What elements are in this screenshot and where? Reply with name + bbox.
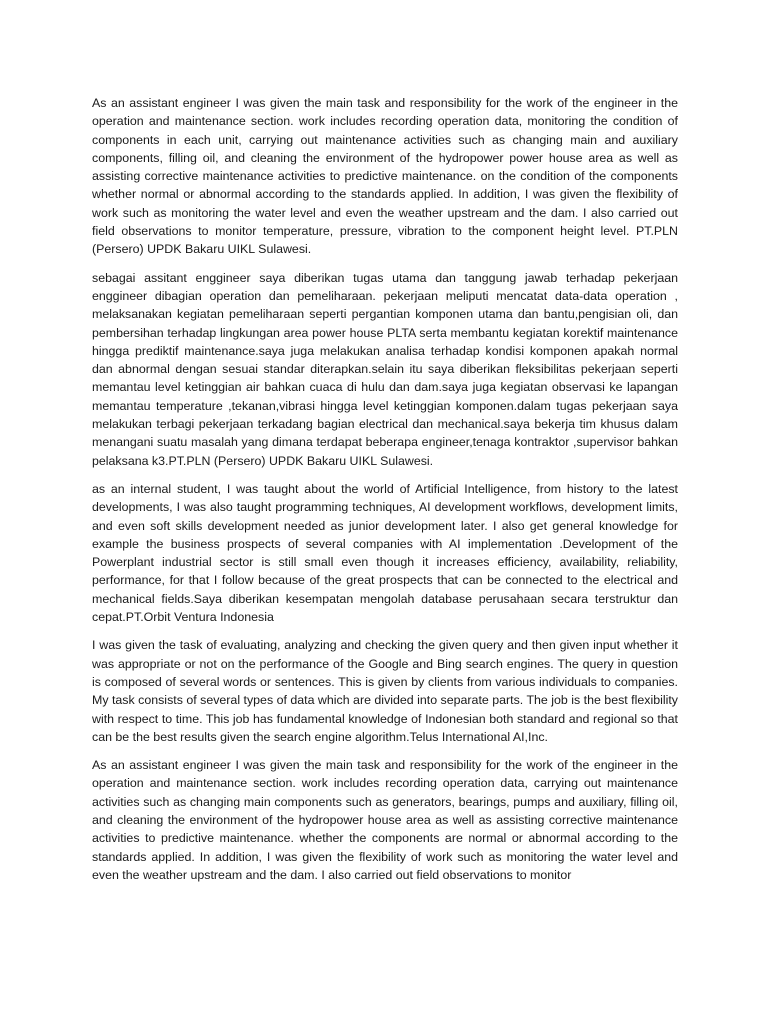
paragraph-assistant-engineer-repeat: As an assistant engineer I was given the main task and responsibility for the work of the engineer in the operation and maintenance section. work includes recording operation data, carrying out maintenance activities such as changing main components such as generators, bearings, pumps and auxiliary, filling oil, and cleaning the environment of the hydropower house area as well as assisting corrective maintenance activities to predictive maintenance. whether the components are normal or abnormal according to the standards applied. In addition, I was given the flexibility of work such as monitoring the water level and even the weather upstream and the dam. I also carried out field observations to monitor	[92, 758, 678, 882]
paragraph-pln-operation-indonesian: sebagai assitant enggineer saya diberikan tugas utama dan tanggung jawab terhadap pekerjaan enggineer dibagian operation dan pemeliharaan. pekerjaan meliputi mencatat data-data operation , melaksanakan kegiatan pemeliharaan seperti pergantian komponen utama dan bantu,pengisian oli, dan pembersihan terhadap lingkungan area power house PLTA serta membantu kegiatan korektif maintenance hingga prediktif maintenance.saya juga melakukan analisa terhadap kondisi komponen apakah normal dan abnormal dengan sesuai standar diterapkan.selain itu saya diberikan fleksibilitas pekerjaan seperti memantau level ketinggian air bahkan cuaca di hulu dan dam.saya juga kegiatan observasi ke lapangan memantau temperature ,tekanan,vibrasi hingga level ketinggian komponen.dalam tugas pekerjaan saya melakukan terbagi pekerjaan terkadang bagian electrical dan mechanical.saya bekerja tim khusus dalam menangani suatu masalah yang dimana terdapat beberapa engineer,tenaga kontraktor ,supervisor bahkan pelaksana k3.PT.PLN (Persero) UPDK Bakaru UIKL Sulawesi.	[92, 270, 678, 468]
paragraph-telus-international: I was given the task of evaluating, analyzing and checking the given query and then given input whether it was appropriate or not on the performance of the Google and Bing search engines. The query in question is composed of several words or sentences. This is given by clients from various individuals to companies. My task consists of several types of data which are divided into separate parts. The job is the best flexibility with respect to time. This job has fundamental knowledge of Indonesian both standard and regional so that can be the best results given the search engine algorithm.Telus International AI,Inc.	[92, 638, 678, 744]
paragraph-pln-operation-english: As an assistant engineer I was given the main task and responsibility for the work of the engineer in the operation and maintenance section. work includes recording operation data, monitoring the condition of components in each unit, carrying out maintenance activities such as changing main and auxiliary components, filling oil, and cleaning the environment of the hydropower power house area as well as assisting corrective maintenance activities to predictive maintenance. on the condition of the components whether normal or abnormal according to the standards applied. In addition, I was given the flexibility of work such as monitoring the water level and even the weather upstream and the dam. I also carried out field observations to monitor temperature, pressure, vibration to the component height level. PT.PLN (Persero) UPDK Bakaru UIKL Sulawesi.	[92, 96, 678, 257]
paragraph-orbit-ventura: as an internal student, I was taught about the world of Artificial Intelligence, from history to the latest developments, I was also taught programming techniques, AI development workflows, development limits, and even soft skills development needed as junior development later. I also get general knowledge for example the business prospects of several companies with AI implementation .Development of the Powerplant industrial sector is still small even though it increases efficiency, availability, reliability, performance, for that I follow because of the great prospects that can be connected to the electrical and mechanical fields.Saya diberikan kesempatan mengolah database perusahaan secara terstruktur dan cepat.PT.Orbit Ventura Indonesia	[92, 481, 678, 625]
document-page	[92, 94, 678, 894]
